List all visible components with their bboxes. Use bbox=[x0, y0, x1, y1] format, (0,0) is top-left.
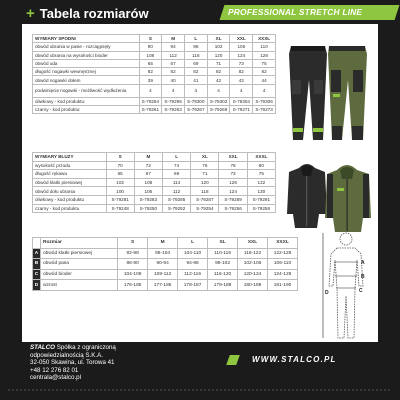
table-row bbox=[33, 178, 276, 187]
table-cell: 106-110 bbox=[268, 259, 298, 270]
table-cell: 82 bbox=[184, 68, 207, 76]
plus-icon: + bbox=[26, 4, 35, 22]
table-cell: 98 bbox=[184, 43, 207, 51]
row-label: obwód klatki piersiowej bbox=[41, 248, 118, 259]
body-silhouette bbox=[329, 233, 363, 338]
table-cell: 92-98 bbox=[118, 248, 148, 259]
table-cell: 126 bbox=[219, 178, 247, 187]
table-cell: S-79281 bbox=[106, 195, 134, 204]
table-cell: 4 bbox=[162, 84, 185, 97]
company-info bbox=[30, 344, 116, 382]
table-cell: 69 bbox=[162, 170, 190, 179]
table-cell: 71 bbox=[191, 170, 219, 179]
table-cell: 65 bbox=[139, 59, 162, 67]
table-cell: 130 bbox=[247, 187, 275, 196]
table-cell: 75 bbox=[247, 170, 275, 179]
table-cell: 177-186 bbox=[148, 280, 178, 291]
table-cell: 90 bbox=[139, 43, 162, 51]
table-cell: 4 bbox=[230, 84, 253, 97]
table-cell: 104-108 bbox=[118, 269, 148, 280]
figure-label-c: C bbox=[359, 288, 363, 294]
table-cell: 122-128 bbox=[268, 248, 298, 259]
measurement-letter: B bbox=[33, 259, 41, 270]
black-hoodie bbox=[287, 164, 327, 228]
table-cell: S-79258 bbox=[247, 204, 275, 213]
column-header: L bbox=[162, 153, 190, 162]
table-cell: S-79296 bbox=[162, 97, 185, 105]
table-cell: 102 bbox=[106, 178, 134, 187]
title-group bbox=[26, 6, 149, 21]
table-cell: 180-189 bbox=[238, 280, 268, 291]
column-header: S bbox=[139, 35, 162, 43]
company-address: 32-050 Skawina, ul. Torowa 41 bbox=[30, 359, 115, 367]
page-title: Tabela rozmiarów bbox=[39, 6, 149, 21]
table-cell: 176-185 bbox=[118, 280, 148, 291]
table-cell: 98-104 bbox=[148, 248, 178, 259]
column-header: XXL bbox=[219, 153, 247, 162]
table-cell: S-79269 bbox=[207, 106, 230, 114]
row-label: obwód dołu ubrania bbox=[33, 187, 107, 196]
row-label: czarny - kod produktu bbox=[33, 204, 107, 213]
table-cell: 40 bbox=[162, 76, 185, 84]
measurement-letter: D bbox=[33, 280, 41, 291]
table-cell: 42 bbox=[207, 76, 230, 84]
column-header: S bbox=[118, 238, 148, 249]
table-cell: 106 bbox=[230, 43, 253, 51]
body-measurement-figure bbox=[319, 230, 373, 342]
table-cell: 78 bbox=[219, 161, 247, 170]
table-cell: 108 bbox=[139, 51, 162, 59]
slash-accent bbox=[226, 355, 240, 365]
row-label: obwód ubrania w pasie - rozciągnięty bbox=[33, 43, 140, 51]
table-cell: 90-94 bbox=[148, 259, 178, 270]
company-phone: +48 12 276 82 01 bbox=[30, 366, 79, 374]
table-cell: 39 bbox=[139, 76, 162, 84]
table-header-row bbox=[33, 35, 276, 43]
table-row bbox=[33, 97, 276, 105]
column-header: XXL bbox=[238, 238, 268, 249]
website-link[interactable]: WWW.STALCO.PL bbox=[252, 355, 337, 364]
table-cell: S-79261 bbox=[139, 106, 162, 114]
table-cell: S-79304 bbox=[230, 97, 253, 105]
table-cell: 4 bbox=[253, 84, 276, 97]
table-cell: 4 bbox=[184, 84, 207, 97]
column-header: XXXL bbox=[247, 153, 275, 162]
row-label: długość nogawki wewnętrznej bbox=[33, 68, 140, 76]
table-header-row bbox=[33, 238, 298, 249]
column-header: S bbox=[106, 153, 134, 162]
table-cell: 73 bbox=[219, 170, 247, 179]
row-label: obwód nogawki dołem bbox=[33, 76, 140, 84]
table-cell: 82 bbox=[162, 68, 185, 76]
column-header: Rozmiar bbox=[41, 238, 118, 249]
table-cell: 80 bbox=[247, 161, 275, 170]
table-cell: 74 bbox=[162, 161, 190, 170]
table-cell: 82 bbox=[207, 68, 230, 76]
table-cell: 82 bbox=[253, 68, 276, 76]
table-row bbox=[33, 51, 276, 59]
measurement-letter: A bbox=[33, 248, 41, 259]
row-label: obwód bioder bbox=[41, 269, 118, 280]
table-cell: 120 bbox=[207, 51, 230, 59]
table-cell: S-79256 bbox=[219, 204, 247, 213]
dotted-divider bbox=[8, 388, 392, 392]
black-trousers bbox=[289, 46, 327, 140]
table-cell: 120-124 bbox=[238, 269, 268, 280]
table-cell: 69 bbox=[184, 59, 207, 67]
table-cell: 86-90 bbox=[118, 259, 148, 270]
table-cell: S-79300 bbox=[184, 97, 207, 105]
company-line-2: odpowiedzialnością S.K.A. bbox=[30, 351, 103, 359]
measurement-letter: C bbox=[33, 269, 41, 280]
column-header bbox=[33, 238, 41, 249]
table-cell: 65 bbox=[106, 170, 134, 179]
table-cell: S-79267 bbox=[184, 106, 207, 114]
table-cell: 179-188 bbox=[208, 280, 238, 291]
row-label: podwinięcie nogawki - możliwość wydłużenia bbox=[33, 84, 140, 97]
table-cell: 73 bbox=[230, 59, 253, 67]
table-cell: 102 bbox=[207, 43, 230, 51]
column-header: M bbox=[134, 153, 162, 162]
table-cell: 98-102 bbox=[208, 259, 238, 270]
olive-trousers bbox=[328, 46, 367, 140]
body-measurements-table bbox=[32, 237, 298, 291]
table-cell: 43 bbox=[230, 76, 253, 84]
column-header: XXXL bbox=[268, 238, 298, 249]
row-label: czarny - kod produktu: bbox=[33, 106, 140, 114]
row-label: wysokość przodu bbox=[33, 161, 107, 170]
table-cell: 71 bbox=[207, 59, 230, 67]
figure-label-b: B bbox=[361, 274, 365, 280]
table-cell: S-79273 bbox=[253, 106, 276, 114]
table-row bbox=[33, 59, 276, 67]
table-cell: 75 bbox=[253, 59, 276, 67]
table-cell: 108 bbox=[134, 178, 162, 187]
table-cell: 94-98 bbox=[178, 259, 208, 270]
column-header: XL bbox=[207, 35, 230, 43]
table-cell: 110 bbox=[253, 43, 276, 51]
table-row bbox=[33, 43, 276, 51]
column-header: L bbox=[184, 35, 207, 43]
table-cell: 100 bbox=[106, 187, 134, 196]
column-header: L bbox=[178, 238, 208, 249]
hoodie-image bbox=[285, 158, 373, 236]
table-cell: 112 bbox=[162, 187, 190, 196]
table-cell: S-79306 bbox=[253, 97, 276, 105]
column-header: M bbox=[162, 35, 185, 43]
column-header: WYMIARY BLUZY bbox=[33, 153, 107, 162]
row-label: obwód pasa bbox=[41, 259, 118, 270]
table-row bbox=[33, 204, 276, 213]
row-label: obwód uda bbox=[33, 59, 140, 67]
table-cell: S-79291 bbox=[247, 195, 275, 204]
column-header: XL bbox=[208, 238, 238, 249]
table-cell: S-79289 bbox=[219, 195, 247, 204]
table-row bbox=[33, 248, 298, 259]
table-cell: S-79252 bbox=[162, 204, 190, 213]
table-row bbox=[33, 84, 276, 97]
size-tables-panel bbox=[22, 24, 378, 342]
table-cell: S-79271 bbox=[230, 106, 253, 114]
row-label: obwód ubrania na wysokości bioder bbox=[33, 51, 140, 59]
column-header: XL bbox=[191, 153, 219, 162]
table-cell: 112-116 bbox=[178, 269, 208, 280]
table-cell: 120 bbox=[191, 178, 219, 187]
company-name: STALCO bbox=[30, 344, 55, 351]
company-legal-form: Spółka z ograniczoną bbox=[54, 344, 116, 351]
table-cell: 102-106 bbox=[238, 259, 268, 270]
table-cell: 128 bbox=[253, 51, 276, 59]
table-cell: 76 bbox=[191, 161, 219, 170]
row-label: oliwkowy - kod produktu: bbox=[33, 97, 140, 105]
table-row bbox=[33, 187, 276, 196]
table-cell: S-79263 bbox=[162, 106, 185, 114]
table-cell: 124 bbox=[219, 187, 247, 196]
table-cell: S-79285 bbox=[162, 195, 190, 204]
table-cell: 106 bbox=[134, 187, 162, 196]
table-cell: 4 bbox=[207, 84, 230, 97]
table-row bbox=[33, 170, 276, 179]
work-trousers-image bbox=[285, 40, 373, 146]
table-header-row bbox=[33, 153, 276, 162]
column-header: M bbox=[148, 238, 178, 249]
table-cell: 178-187 bbox=[178, 280, 208, 291]
row-label: obwód klatki piersiowej bbox=[33, 178, 107, 187]
table-cell: S-79254 bbox=[191, 204, 219, 213]
table-cell: 104-110 bbox=[178, 248, 208, 259]
table-row bbox=[33, 269, 298, 280]
table-cell: S-79248 bbox=[106, 204, 134, 213]
column-header: WYMIARY SPODNI bbox=[33, 35, 140, 43]
table-cell: 67 bbox=[162, 59, 185, 67]
table-cell: S-79294 bbox=[139, 97, 162, 105]
figure-label-d: D bbox=[325, 290, 329, 296]
table-cell: 118 bbox=[191, 187, 219, 196]
olive-hoodie bbox=[325, 165, 371, 232]
table-cell: 82 bbox=[230, 68, 253, 76]
table-row bbox=[33, 195, 276, 204]
website-banner bbox=[228, 354, 376, 366]
table-row bbox=[33, 68, 276, 76]
table-cell: 94 bbox=[162, 43, 185, 51]
table-cell: 112 bbox=[162, 51, 185, 59]
table-cell: 116-122 bbox=[238, 248, 268, 259]
table-cell: 181-190 bbox=[268, 280, 298, 291]
row-label: długość rękawa bbox=[33, 170, 107, 179]
table-row bbox=[33, 161, 276, 170]
table-cell: 110-116 bbox=[208, 248, 238, 259]
column-header: XXXL bbox=[253, 35, 276, 43]
table-row bbox=[33, 76, 276, 84]
table-cell: 116-120 bbox=[208, 269, 238, 280]
table-cell: 124-128 bbox=[268, 269, 298, 280]
table-cell: 82 bbox=[139, 68, 162, 76]
product-line-title: PROFESSIONAL STRETCH LINE bbox=[228, 7, 363, 17]
table-cell: 70 bbox=[106, 161, 134, 170]
table-cell: S-79302 bbox=[207, 97, 230, 105]
table-cell: 132 bbox=[247, 178, 275, 187]
company-email[interactable]: centrala@stalco.pl bbox=[30, 374, 81, 382]
table-cell: 124 bbox=[230, 51, 253, 59]
column-header: XXL bbox=[230, 35, 253, 43]
row-label: oliwkowy - kod produktu bbox=[33, 195, 107, 204]
table-cell: 72 bbox=[134, 161, 162, 170]
table-cell: 41 bbox=[184, 76, 207, 84]
table-cell: 67 bbox=[134, 170, 162, 179]
table-row bbox=[33, 106, 276, 114]
table-cell: 4 bbox=[139, 84, 162, 97]
hoodie-size-table bbox=[32, 152, 276, 213]
pants-size-table bbox=[32, 34, 276, 114]
row-label: wzrost bbox=[41, 280, 118, 291]
table-cell: 108-112 bbox=[148, 269, 178, 280]
figure-label-a: A bbox=[361, 260, 365, 266]
table-cell: 114 bbox=[162, 178, 190, 187]
table-row bbox=[33, 259, 298, 270]
table-cell: 44 bbox=[253, 76, 276, 84]
table-cell: S-79287 bbox=[191, 195, 219, 204]
table-cell: S-79283 bbox=[134, 195, 162, 204]
table-row bbox=[33, 280, 298, 291]
company-line-1 bbox=[30, 344, 116, 352]
table-cell: S-79250 bbox=[134, 204, 162, 213]
table-cell: 116 bbox=[184, 51, 207, 59]
